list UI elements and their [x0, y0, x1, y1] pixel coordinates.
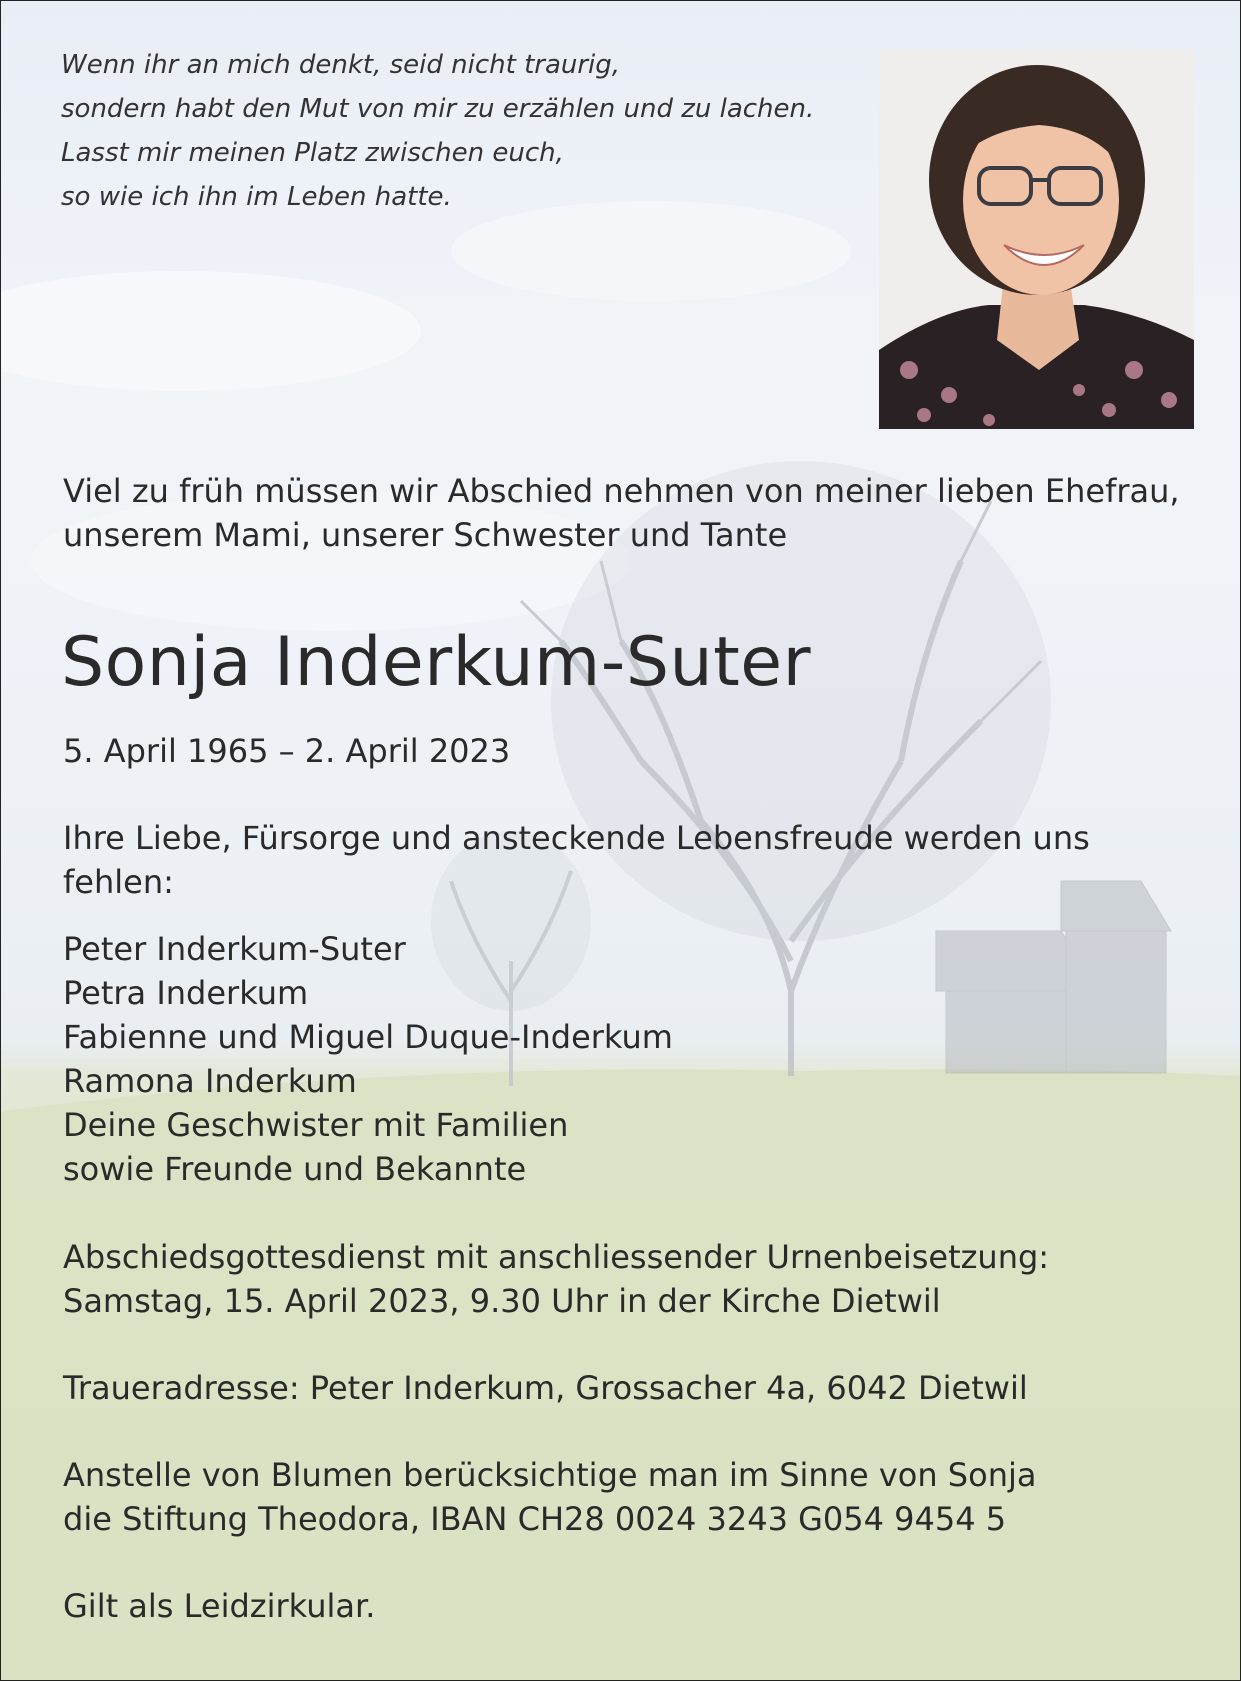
mourner-item: Deine Geschwister mit Familien — [63, 1106, 569, 1144]
portrait-image — [879, 50, 1194, 429]
miss-line: fehlen: — [63, 863, 174, 901]
mourners-list — [63, 927, 673, 1191]
miss-text — [63, 816, 1090, 904]
donation-line: Anstelle von Blumen berücksichtige man im Sinne von Sonja — [63, 1456, 1037, 1494]
donation-info — [63, 1453, 1036, 1541]
mourner-item: Fabienne und Miguel Duque-Inderkum — [63, 1018, 673, 1056]
mourner-item: Ramona Inderkum — [63, 1062, 357, 1100]
motto-line: Wenn ihr an mich denkt, seid nicht traurig, — [61, 50, 621, 80]
miss-line: Ihre Liebe, Fürsorge und ansteckende Lebensfreude werden uns — [63, 819, 1090, 857]
mourner-item: Petra Inderkum — [63, 974, 309, 1012]
life-dates: 5. April 1965 – 2. April 2023 — [63, 732, 511, 770]
service-info — [63, 1235, 1049, 1323]
donation-line: die Stiftung Theodora, IBAN CH28 0024 3243 G054 9454 5 — [63, 1500, 1007, 1538]
motto-line: so wie ich ihn im Leben hatte. — [61, 182, 452, 212]
motto-quote — [61, 43, 814, 219]
intro-line: Viel zu früh müssen wir Abschied nehmen von meiner lieben Ehefrau, — [63, 472, 1180, 510]
mourner-item: sowie Freunde und Bekannte — [63, 1150, 527, 1188]
intro-text — [63, 469, 1180, 557]
address-line: Traueradresse: Peter Inderkum, Grossacher 4a, 6042 Dietwil — [63, 1369, 1028, 1407]
service-line: Samstag, 15. April 2023, 9.30 Uhr in der Kirche Dietwil — [63, 1282, 941, 1320]
intro-line: unserem Mami, unserer Schwester und Tante — [63, 516, 788, 554]
service-line: Abschiedsgottesdienst mit anschliessender Urnenbeisetzung: — [63, 1238, 1050, 1276]
circular-line: Gilt als Leidzirkular. — [63, 1587, 376, 1625]
mourner-item: Peter Inderkum-Suter — [63, 930, 406, 968]
motto-line: Lasst mir meinen Platz zwischen euch, — [61, 138, 564, 168]
portrait-photo — [879, 50, 1194, 429]
mourning-address — [63, 1366, 1028, 1410]
circular-note — [63, 1584, 375, 1628]
motto-line: sondern habt den Mut von mir zu erzählen und zu lachen. — [61, 94, 815, 124]
deceased-name: Sonja Inderkum-Suter — [61, 623, 812, 702]
